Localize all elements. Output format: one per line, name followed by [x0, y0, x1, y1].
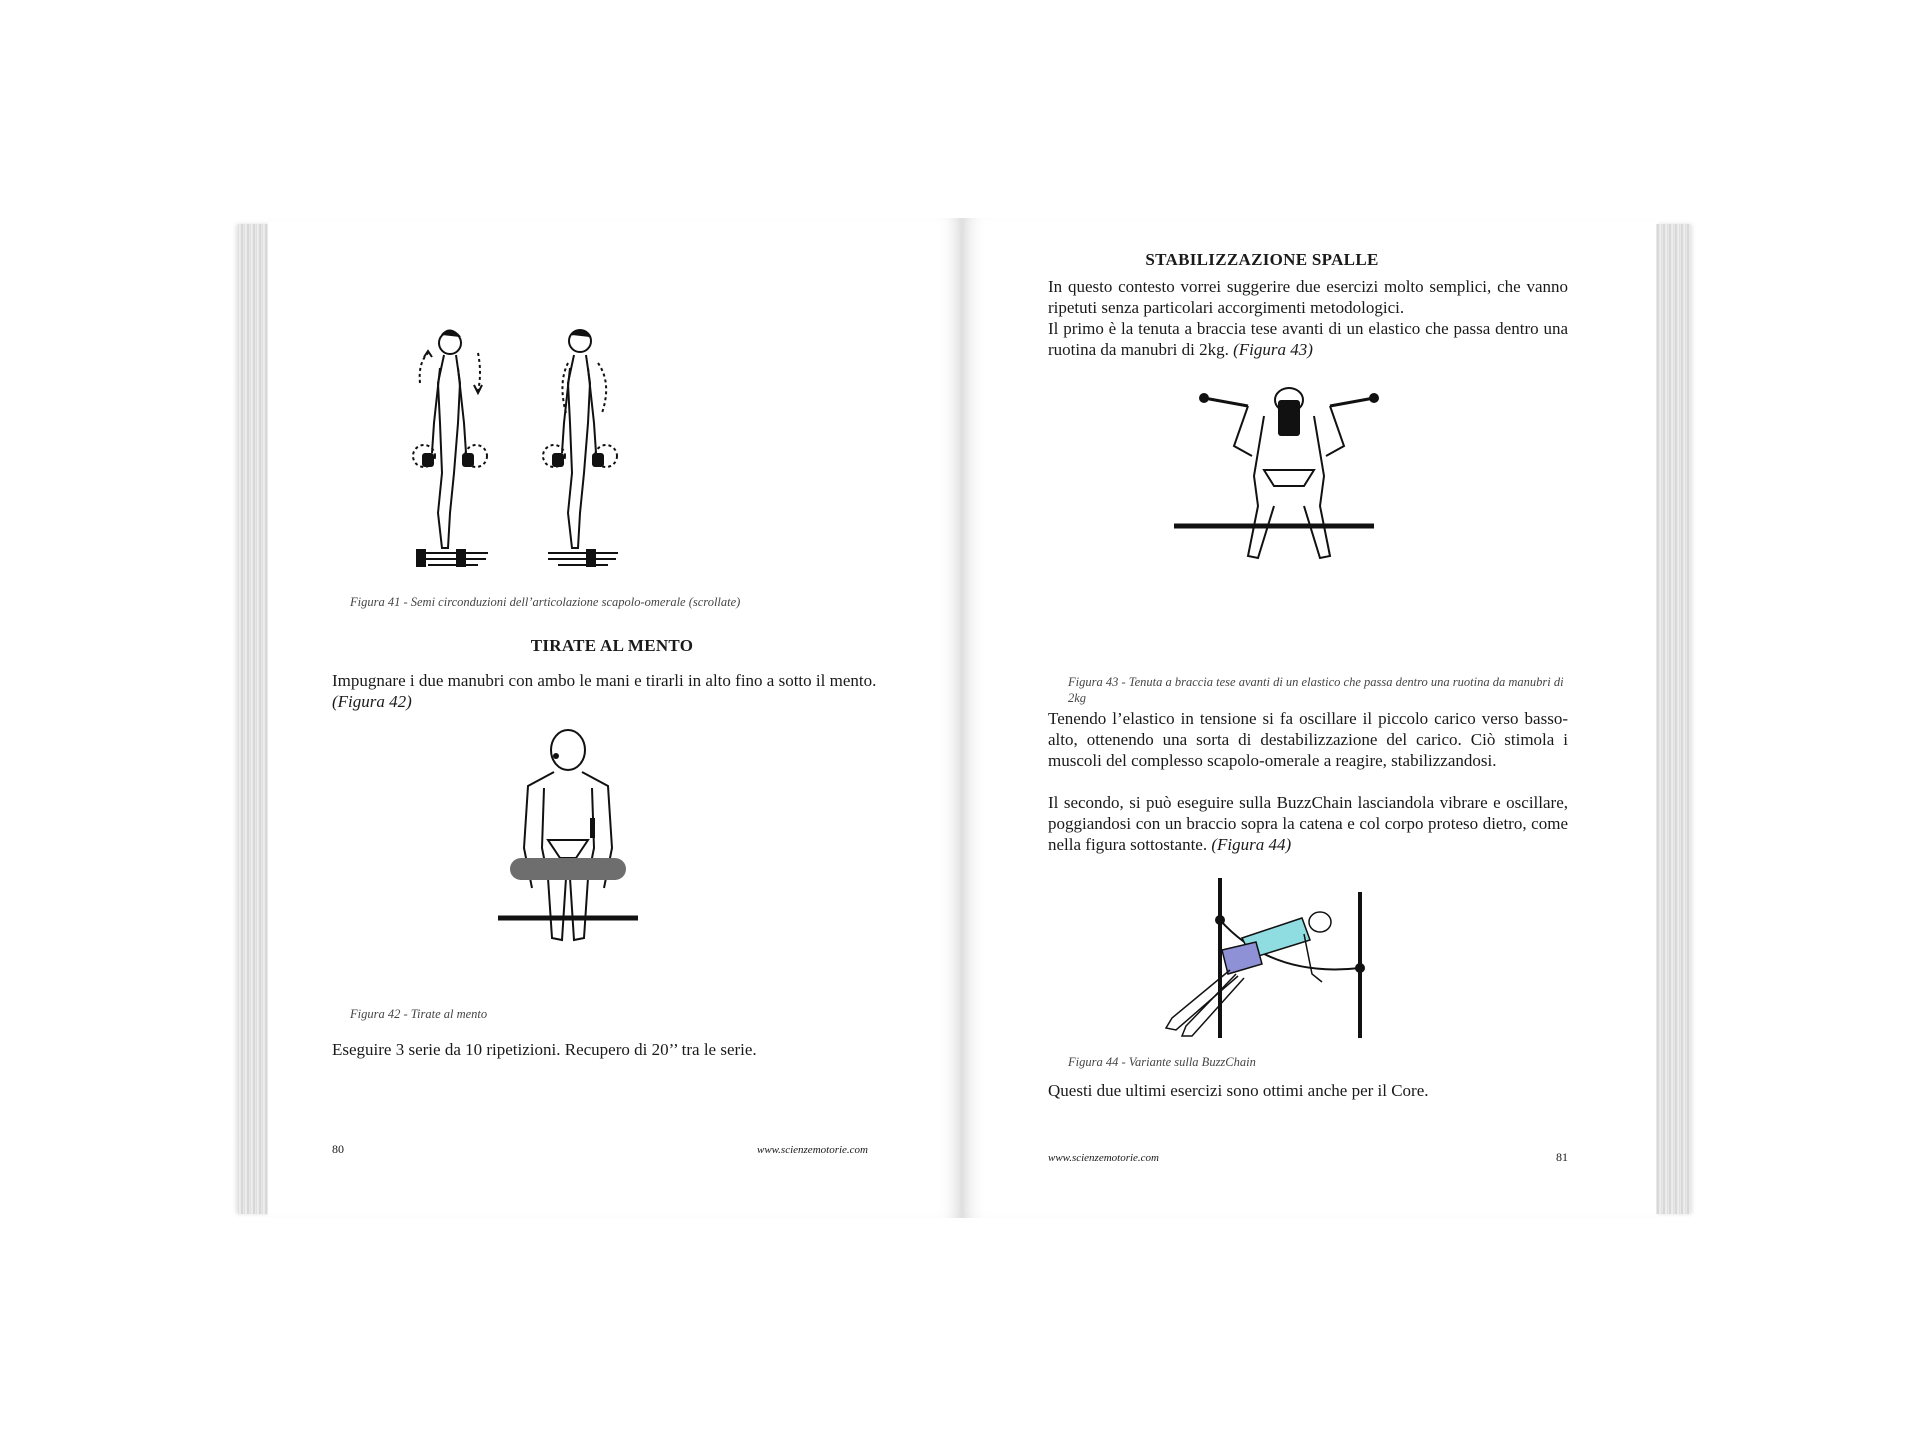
paragraph-tirate-intro: Impugnare i due manubri con ambo le mani e tirarli in alto fino a sotto il mento. (Figura 42) [332, 671, 877, 711]
figure-41-illustration [398, 313, 658, 573]
section-heading-stabilizzazione: STABILIZZAZIONE SPALLE [1145, 250, 1379, 269]
figure-42-caption: Figura 42 - Tirate al mento [350, 1007, 488, 1021]
page-edges-right [1656, 224, 1690, 1214]
right-page [962, 218, 1656, 1218]
paragraph-buzzchain: Il secondo, si può eseguire sulla BuzzChain lasciandola vibrare e oscillare, poggiandosi con un braccio sopra la catena e col corpo proteso dietro, come nella figura sottostante. (Figura 44) [1048, 793, 1568, 854]
figure-43-caption: Figura 43 - Tenuta a braccia tese avanti di un elastico che passa dentro una ruotina da manubri di 2kg [1068, 675, 1564, 705]
paragraph-first-exercise: Il primo è la tenuta a braccia tese avanti di un elastico che passa dentro una ruotina da manubri di 2kg. (Figura 43) [1048, 319, 1568, 359]
page-number-right: 81 [1556, 1150, 1568, 1164]
left-page [268, 218, 962, 1218]
footer-url-right: www.scienzemotorie.com [1048, 1152, 1160, 1164]
figure-42-illustration [498, 728, 638, 948]
open-book [238, 218, 1690, 1218]
figure-43-illustration [1174, 386, 1404, 566]
paragraph-intro: In questo contesto vorrei suggerire due esercizi molto semplici, che vanno ripetuti senza particolari accorgimenti metodologici. [1048, 277, 1568, 317]
figure-44-caption: Figura 44 - Variante sulla BuzzChain [1068, 1055, 1256, 1069]
section-heading-tirate: TIRATE AL MENTO [530, 636, 694, 655]
figure-42-reference: (Figura 42) [332, 692, 412, 711]
page-edges-left [238, 224, 272, 1214]
figure-44-illustration [1152, 878, 1402, 1048]
paragraph-core: Questi due ultimi esercizi sono ottimi anche per il Core. [1048, 1081, 1429, 1100]
figure-41-caption: Figura 41 - Semi circonduzioni dell’articolazione scapolo-omerale (scrollate) [350, 595, 741, 609]
footer-url-left: www.scienzemotorie.com [756, 1144, 868, 1156]
paragraph-series: Eseguire 3 serie da 10 ripetizioni. Recupero di 20’’ tra le serie. [332, 1040, 757, 1059]
figure-43-reference: (Figura 43) [1233, 340, 1313, 359]
figure-44-reference: (Figura 44) [1211, 835, 1292, 854]
paragraph-oscillation: Tenendo l’elastico in tensione si fa oscillare il piccolo carico verso basso-alto, ottenendo una sorta di destabilizzazione del carico. Ciò stimola i muscoli del complesso scapolo-omerale a reagire, stabilizzandosi. [1048, 709, 1568, 770]
page-number-left: 80 [332, 1142, 344, 1156]
